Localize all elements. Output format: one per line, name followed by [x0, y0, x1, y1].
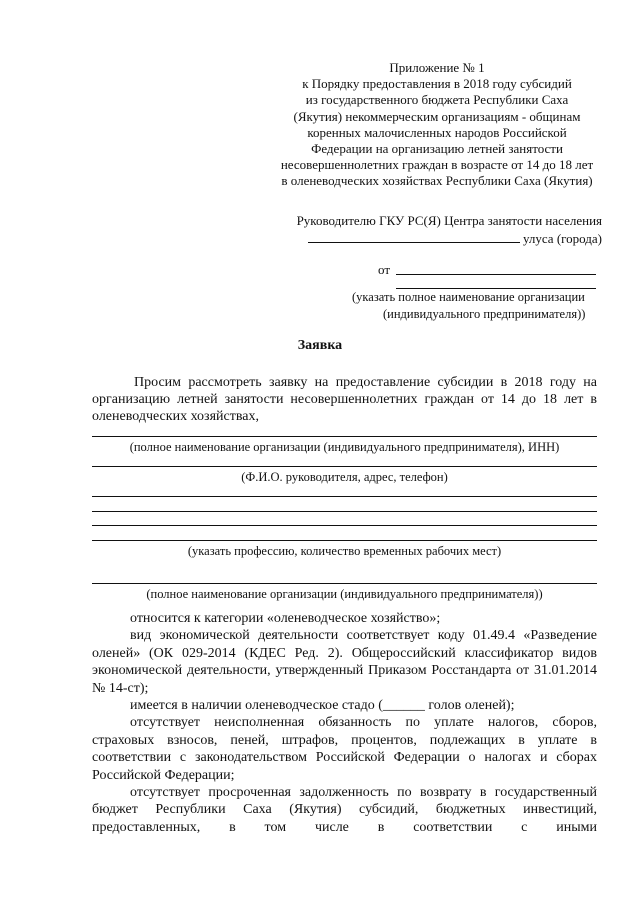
- appendix-line: Федерации на организацию летней занятости: [311, 141, 563, 157]
- from-blank-line[interactable]: [396, 262, 596, 275]
- org-hint-line2: (индивидуального предпринимателя)): [383, 307, 586, 321]
- fill-line[interactable]: [92, 496, 597, 497]
- caption-profession: (указать профессию, количество временных рабочих мест): [187, 544, 502, 558]
- fill-line[interactable]: [92, 511, 597, 512]
- condition-okved: вид экономической деятельности соответствует коду 01.49.4 «Разведение оленей» (ОК 029-2014 (КДЕС Ред. 2). Общероссийский классификатор видов экономической деятельности, утвержденный Приказом Росстандарта от 31.01.2014 № 14-ст);: [92, 628, 597, 696]
- appendix-line: из государственного бюджета Республики Саха: [305, 92, 569, 108]
- appendix-line: к Порядку предоставления в 2018 году субсидий: [302, 76, 572, 92]
- appendix-line: несовершеннолетних граждан в возрасте от 14 до 18 лет: [280, 157, 594, 173]
- caption-org-inn: (полное наименование организации (индивидуального предпринимателя), ИНН): [129, 440, 560, 454]
- caption-head: (Ф.И.О. руководителя, адрес, телефон): [241, 470, 448, 484]
- appendix-line: в оленеводческих хозяйствах Республики Саха (Якутия): [281, 173, 593, 189]
- fill-line[interactable]: [92, 466, 597, 467]
- fill-line[interactable]: [92, 583, 597, 584]
- appendix-line: Приложение № 1: [389, 60, 485, 75]
- condition-taxes: отсутствует неисполненная обязанность по уплате налогов, сборов, страховых взносов, пеней, штрафов, процентов, подлежащих в уплате в соответствии с законодательством Российской Федерации о налогах и сборах Российской Федерации;: [92, 715, 597, 783]
- fill-line[interactable]: [92, 540, 597, 541]
- addressee-line: Руководителю ГКУ РС(Я) Центра занятости населения: [296, 213, 602, 228]
- conditions-list: [92, 610, 597, 836]
- from-blank-line-2[interactable]: [396, 276, 596, 289]
- condition-category: относится к категории «оленеводческое хозяйство»;: [130, 611, 441, 626]
- from-label: от: [378, 262, 391, 277]
- intro-paragraph: [92, 374, 597, 425]
- district-suffix: улуса (города): [522, 231, 602, 246]
- document-title: Заявка: [297, 338, 343, 353]
- fill-line[interactable]: [92, 525, 597, 526]
- caption-org: (полное наименование организации (индивидуального предпринимателя)): [146, 587, 543, 601]
- addressee-block: [262, 212, 602, 248]
- appendix-line: коренных малочисленных народов Российской: [307, 124, 567, 140]
- appendix-header: [272, 60, 602, 190]
- fill-line[interactable]: [92, 436, 597, 437]
- condition-debt: отсутствует просроченная задолженность по возврату в государственный бюджет Республики Саха (Якутия) субсидий, бюджетных инвестиций, предоставленных, в том числе в соответствии с иными: [92, 785, 597, 835]
- district-blank-line[interactable]: [308, 230, 520, 243]
- appendix-line: (Якутия) некоммерческим организациям - общинам: [293, 108, 581, 124]
- condition-herd: имеется в наличии оленеводческое стадо (______ голов оленей);: [130, 698, 515, 714]
- org-hint-line1: (указать полное наименование организации: [352, 290, 585, 304]
- intro-text: Просим рассмотреть заявку на предоставление субсидии в 2018 году на организацию летней занятости несовершеннолетних граждан от 14 до 18 лет в оленеводческих хозяйствах,: [92, 375, 597, 424]
